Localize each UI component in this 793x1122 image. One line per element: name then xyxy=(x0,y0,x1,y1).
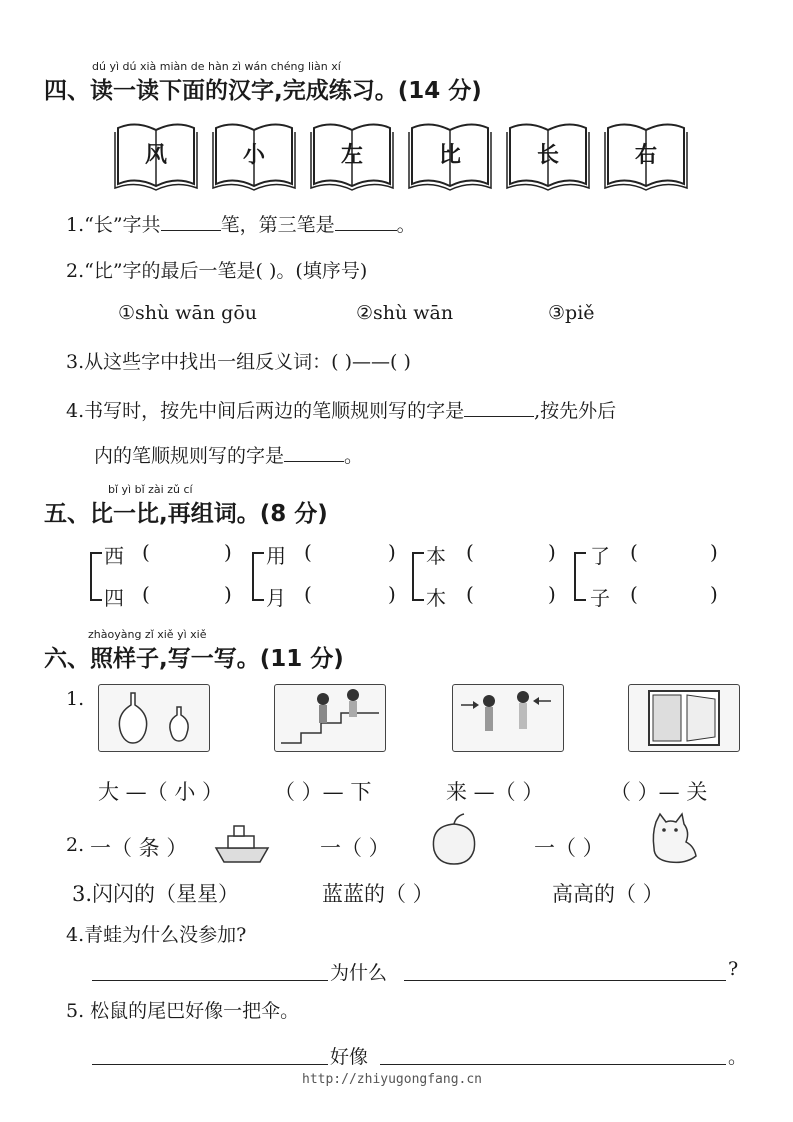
s4-question-4 xyxy=(66,396,616,423)
s6-q1-pair-2: （ ）— 下 xyxy=(274,780,372,804)
peach-picture xyxy=(428,812,480,868)
s4-question-2: 2.“比”字的最后一笔是( )。(填序号) xyxy=(66,260,368,282)
bracket xyxy=(90,552,102,601)
stairs-picture xyxy=(274,684,386,752)
s6-question-5: 5. 松鼠的尾巴好像一把伞。 xyxy=(66,1000,300,1022)
answer-line[interactable] xyxy=(404,980,726,981)
book-card xyxy=(408,118,492,192)
s4-q4-text-a: 4.书写时，按先中间后两边的笔顺规则写的字是 xyxy=(66,400,465,422)
paren-open: ( xyxy=(142,582,150,606)
s4-q4-text-b: ,按先外后 xyxy=(534,400,617,422)
section6-title: 六、照样子,写一写。(11 分) xyxy=(44,646,344,672)
paren-close: ) xyxy=(710,540,718,564)
paren-open: ( xyxy=(466,540,474,564)
option-3: ③piě xyxy=(548,302,595,324)
book-char: 长 xyxy=(536,143,559,168)
s4-q1-text-a: 1.“长”字共 xyxy=(66,214,161,236)
s6-question-3b: 蓝蓝的（ ） xyxy=(322,882,434,906)
s6-q1-pair-4: （ ）— 关 xyxy=(610,780,708,804)
bracket xyxy=(412,552,424,601)
s6-q5-mid: 好像 xyxy=(330,1046,369,1068)
book-card xyxy=(506,118,590,192)
answer-blank[interactable] xyxy=(335,210,397,231)
paren-close: ) xyxy=(388,540,396,564)
s6-q4-end: ? xyxy=(728,958,739,980)
people-picture xyxy=(452,684,564,752)
s6-question-3a: 3.闪闪的（星星） xyxy=(72,882,240,906)
section6-pinyin: zhàoyàng zǐ xiě yì xiě xyxy=(88,628,207,641)
answer-line[interactable] xyxy=(380,1064,726,1065)
paren-open: ( xyxy=(304,540,312,564)
paren-open: ( xyxy=(304,582,312,606)
answer-blank[interactable] xyxy=(161,210,221,231)
s4-question-4-cont xyxy=(94,441,363,468)
boat-picture xyxy=(212,818,272,866)
s6-q1-pair-3: 来 —（ ） xyxy=(446,780,544,804)
s6-q2-number: 2. xyxy=(66,834,85,856)
s6-q4-mid: 为什么 xyxy=(330,962,388,984)
book-char: 左 xyxy=(340,143,363,168)
paren-close: ) xyxy=(224,540,232,564)
book-card xyxy=(310,118,394,192)
paren-open: ( xyxy=(630,582,638,606)
s4-question-1 xyxy=(66,210,416,237)
book-card xyxy=(604,118,688,192)
pair-top-char: 了 xyxy=(590,544,610,568)
answer-blank[interactable] xyxy=(284,441,344,462)
s6-q2-measure-b: 一（ ） xyxy=(320,836,390,860)
section4-pinyin: dú yì dú xià miàn de hàn zì wán chéng liàn xí xyxy=(92,60,341,73)
s6-q2-measure-a: 一（ 条 ） xyxy=(90,836,188,860)
s4-q4-text-c: 内的笔顺规则写的字是 xyxy=(94,445,285,467)
section5-pinyin: bǐ yì bǐ zài zǔ cí xyxy=(108,483,193,496)
pair-bottom-char: 四 xyxy=(104,586,124,610)
book-card xyxy=(212,118,296,192)
book-char: 风 xyxy=(144,143,167,168)
option-2: ②shù wān xyxy=(356,302,454,324)
pair-top-char: 西 xyxy=(104,544,124,568)
cat-picture xyxy=(646,812,702,866)
book-char: 比 xyxy=(438,143,461,168)
paren-close: ) xyxy=(710,582,718,606)
paren-open: ( xyxy=(142,540,150,564)
s4-q4-text-d: 。 xyxy=(344,445,364,467)
book-card xyxy=(114,118,198,192)
section5-title: 五、比一比,再组词。(8 分) xyxy=(44,501,328,527)
book-char: 右 xyxy=(634,143,657,168)
pair-bottom-char: 月 xyxy=(266,586,286,610)
section4-title: 四、读一读下面的汉字,完成练习。(14 分) xyxy=(44,78,482,104)
s4-question-3: 3.从这些字中找出一组反义词：( )——( ) xyxy=(66,351,411,373)
s6-q1-pair-1: 大 —（ 小 ） xyxy=(98,780,224,804)
s4-q1-text-c: 。 xyxy=(396,214,416,236)
bracket xyxy=(252,552,264,601)
bracket xyxy=(574,552,586,601)
window-picture xyxy=(628,684,740,752)
s6-q1-number: 1. xyxy=(66,688,85,710)
paren-open: ( xyxy=(630,540,638,564)
pair-top-char: 用 xyxy=(266,544,286,568)
book-char: 小 xyxy=(242,143,265,168)
s4-q1-text-b: 笔，第三笔是 xyxy=(220,214,335,236)
pair-top-char: 本 xyxy=(426,544,446,568)
paren-open: ( xyxy=(466,582,474,606)
s6-q5-end: 。 xyxy=(728,1046,748,1068)
answer-line[interactable] xyxy=(92,1064,328,1065)
vases-picture xyxy=(98,684,210,752)
s6-q2-measure-c: 一（ ） xyxy=(534,836,604,860)
paren-close: ) xyxy=(388,582,396,606)
answer-blank[interactable] xyxy=(464,396,534,417)
paren-close: ) xyxy=(548,540,556,564)
s6-question-4: 4.青蛙为什么没参加? xyxy=(66,924,247,946)
pair-bottom-char: 木 xyxy=(426,586,446,610)
answer-line[interactable] xyxy=(92,980,328,981)
paren-close: ) xyxy=(224,582,232,606)
pair-bottom-char: 子 xyxy=(590,586,610,610)
paren-close: ) xyxy=(548,582,556,606)
s6-question-3c: 高高的（ ） xyxy=(552,882,664,906)
option-1: ①shù wān gōu xyxy=(118,302,258,324)
footer-url: http://zhiyugongfang.cn xyxy=(302,1072,483,1087)
